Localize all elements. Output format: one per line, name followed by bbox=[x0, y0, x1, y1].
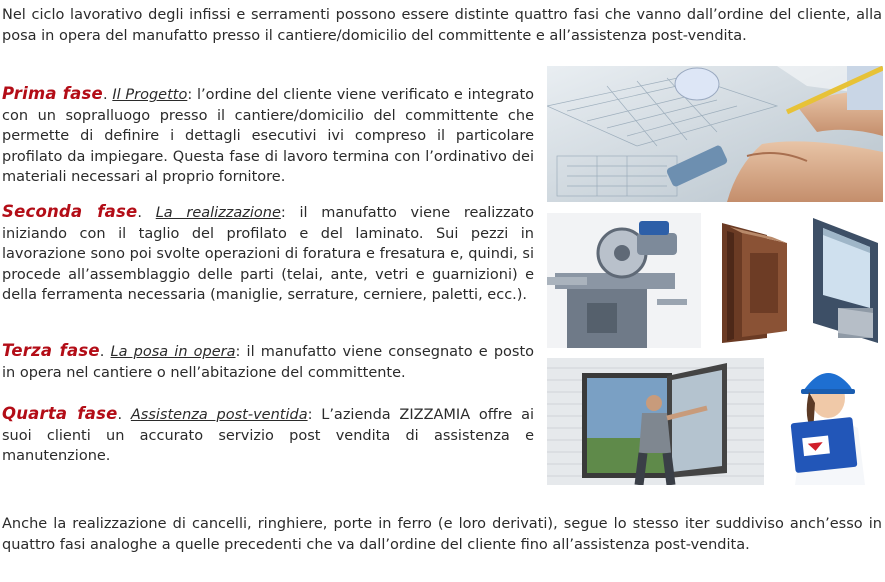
phase-1-text: : l’ordine del cliente viene verificato e integrato con un sopralluogo presso il cantiere/domicilio del committente che permette di definire i dettagli esecutivi ivi compreso il particolare profilato da impiegare. Questa fase di lavoro termina con l’ordinativo dei materiali necessari al proprio fornitore. bbox=[2, 87, 535, 186]
project-blueprint-photo bbox=[547, 66, 883, 202]
intro-paragraph: Nel ciclo lavorativo degli infissi e serramenti possono essere distinte quattro fasi che vanno dall’ordine del cliente, alla posa in opera del manufatto presso il cantiere/domicilio del committente e all’assistenza post-vendita. bbox=[2, 7, 882, 44]
outro-paragraph: Anche la realizzazione di cancelli, ringhiere, porte in ferro (e loro derivati), segue lo stesso iter suddiviso anch’esso in quattro fasi analoghe a quelle precedenti che va dall’ordine del cliente fino all’assistenza post-vendita. bbox=[2, 516, 882, 553]
phase-3-title: Terza fase bbox=[2, 341, 100, 360]
phase-2-text: : il manufatto viene realizzato iniziando con il taglio del profilato e del laminato. Sui pezzi in lavorazione sono poi svolte operazioni di foratura e fresatura e, quindi, si procede all’assemblaggio delle parti (telai, ante, vetri e guarnizioni) e della ferramenta necessaria (maniglie, serrature, cerniere, paletti, ecc.). bbox=[2, 205, 534, 304]
cutting-machine-photo bbox=[547, 213, 701, 348]
phase-3-text: : il manufatto viene consegnato e posto in opera nel cantiere o nell’abitazione del committente. bbox=[2, 344, 534, 381]
wood-profile-photo bbox=[712, 213, 797, 348]
phase-1-paragraph: Prima fase. Il Progetto: l’ordine del cliente viene verificato e integrato con un sopralluogo presso il cantiere/domicilio del committente che permette di definire i dettagli esecutivi ivi compreso il particolare profilato da impiegare. Questa fase di lavoro termina con l’ordinativo dei materiali necessari al proprio fornitore. bbox=[2, 84, 535, 186]
phase-4-paragraph: Quarta fase. Assistenza post-ventida: L’azienda ZIZZAMIA offre ai suoi clienti un accurato servizio post vendita di assistenza e manutenzione. bbox=[2, 404, 534, 465]
phase-1-subtitle: Il Progetto bbox=[112, 87, 188, 103]
phase-3-subtitle: La posa in opera bbox=[110, 344, 236, 360]
phase-2-paragraph: Seconda fase. La realizzazione: il manufatto viene realizzato iniziando con il taglio del profilato e del laminato. Sui pezzi in lavorazione sono poi svolte operazioni di foratura e fresatura e, quindi, si procede all’assemblaggio delle parti (telai, ante, vetri e guarnizioni) e della ferramenta necessaria (maniglie, serrature, cerniere, paletti, ecc.). bbox=[2, 202, 534, 304]
phase-4-text: : L’azienda ZIZZAMIA offre ai suoi clienti un accurato servizio post vendita di assistenza e manutenzione. bbox=[2, 407, 534, 465]
aluminium-profile-photo bbox=[808, 213, 883, 348]
phase-2-subtitle: La realizzazione bbox=[155, 205, 281, 221]
phase-3-paragraph: Terza fase. La posa in opera: il manufatto viene consegnato e posto in opera nel cantiere o nell’abitazione del committente. bbox=[2, 341, 534, 381]
window-installation-photo bbox=[547, 358, 764, 485]
phase-4-title: Quarta fase bbox=[2, 404, 118, 423]
phase-2-title: Seconda fase bbox=[2, 202, 138, 221]
phase-1-title: Prima fase bbox=[2, 84, 103, 103]
phase-4-subtitle: Assistenza post-ventida bbox=[130, 407, 308, 423]
worker-with-helmet-photo bbox=[773, 358, 883, 485]
